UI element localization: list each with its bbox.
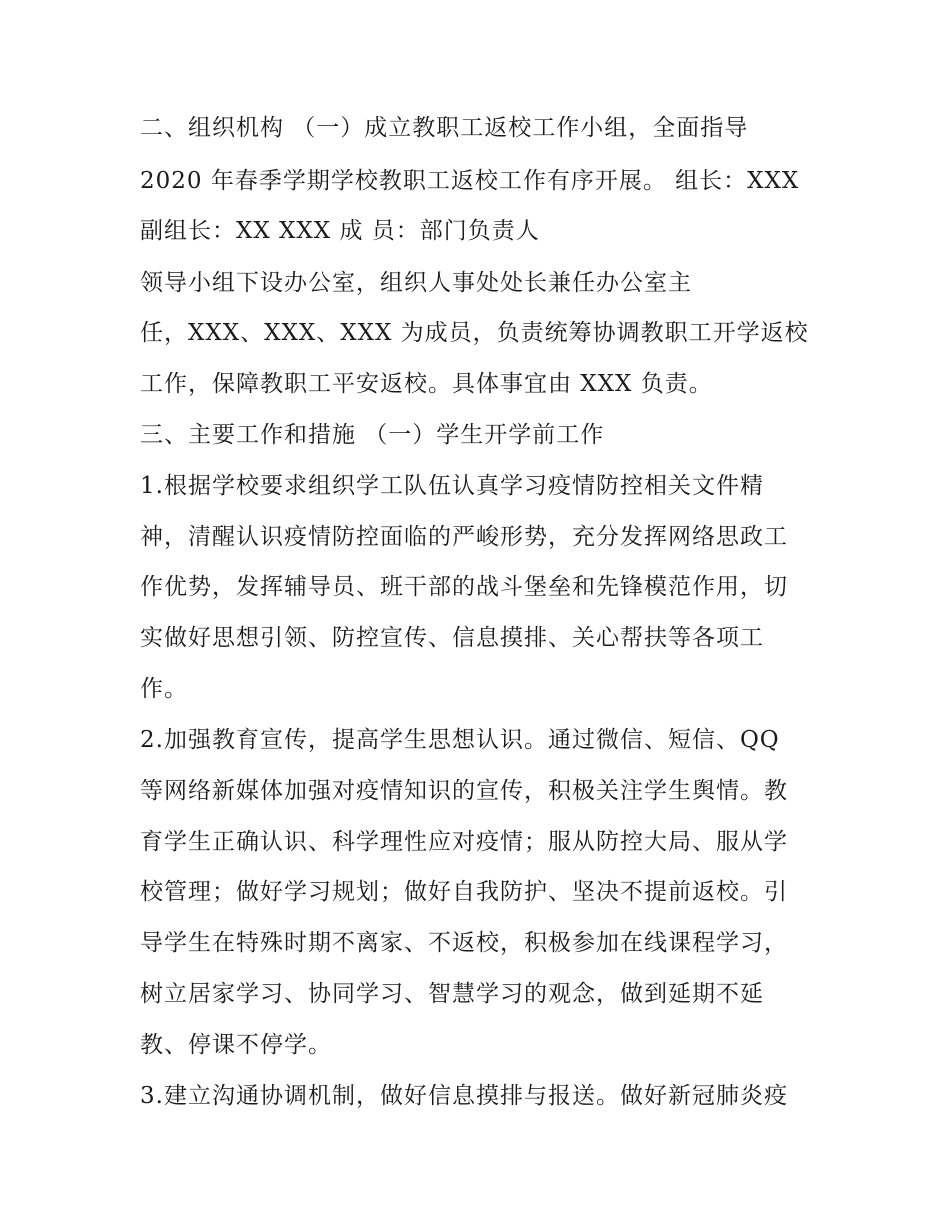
text-line: 校管理；做好学习规划；做好自我防护、坚决不提前返校。引 [140,879,788,905]
text-line: 树立居家学习、协同学习、智慧学习的观念，做到延期不延 [140,981,764,1007]
text-line: 教、停课不停学。 [140,1032,332,1058]
text-line: 等网络新媒体加强对疫情知识的宣传，积极关注学生舆情。教 [140,778,788,804]
text-line: 二、组织机构 （一）成立教职工返校工作小组，全面指导 [140,115,749,141]
text-line: 工作，保障教职工平安返校。具体事宜由 XXX 负责。 [140,371,713,397]
text-line: 领导小组下设办公室，组织人事处处长兼任办公室主 [140,270,692,296]
text-line: 实做好思想引领、防控宣传、信息摸排、关心帮扶等各项工 [140,625,764,651]
text-line: 神，清醒认识疫情防控面临的严峻形势，充分发挥网络思政工 [140,524,788,550]
text-line: 三、主要工作和措施 （一）学生开学前工作 [140,422,605,448]
text-line: 导学生在特殊时期不离家、不返校，积极参加在线课程学习， [140,930,788,956]
text-line: 3.建立沟通协调机制，做好信息摸排与报送。做好新冠肺炎疫 [140,1083,788,1109]
text-line: 2.加强教育宣传，提高学生思想认识。通过微信、短信、QQ [140,727,780,753]
text-line: 任，XXX、XXX、XXX 为成员，负责统筹协调教职工开学返校 [140,320,809,346]
text-line: 副组长：XX XXX 成 员：部门负责人 [140,218,540,244]
text-line: 1.根据学校要求组织学工队伍认真学习疫情防控相关文件精 [140,473,764,499]
text-line: 2020 年春季学期学校教职工返校工作有序开展。 组长：XXX [140,168,800,194]
text-line: 育学生正确认识、科学理性应对疫情；服从防控大局、服从学 [140,829,788,855]
text-line: 作优势，发挥辅导员、班干部的战斗堡垒和先锋模范作用，切 [140,574,788,600]
text-line: 作。 [140,676,188,702]
